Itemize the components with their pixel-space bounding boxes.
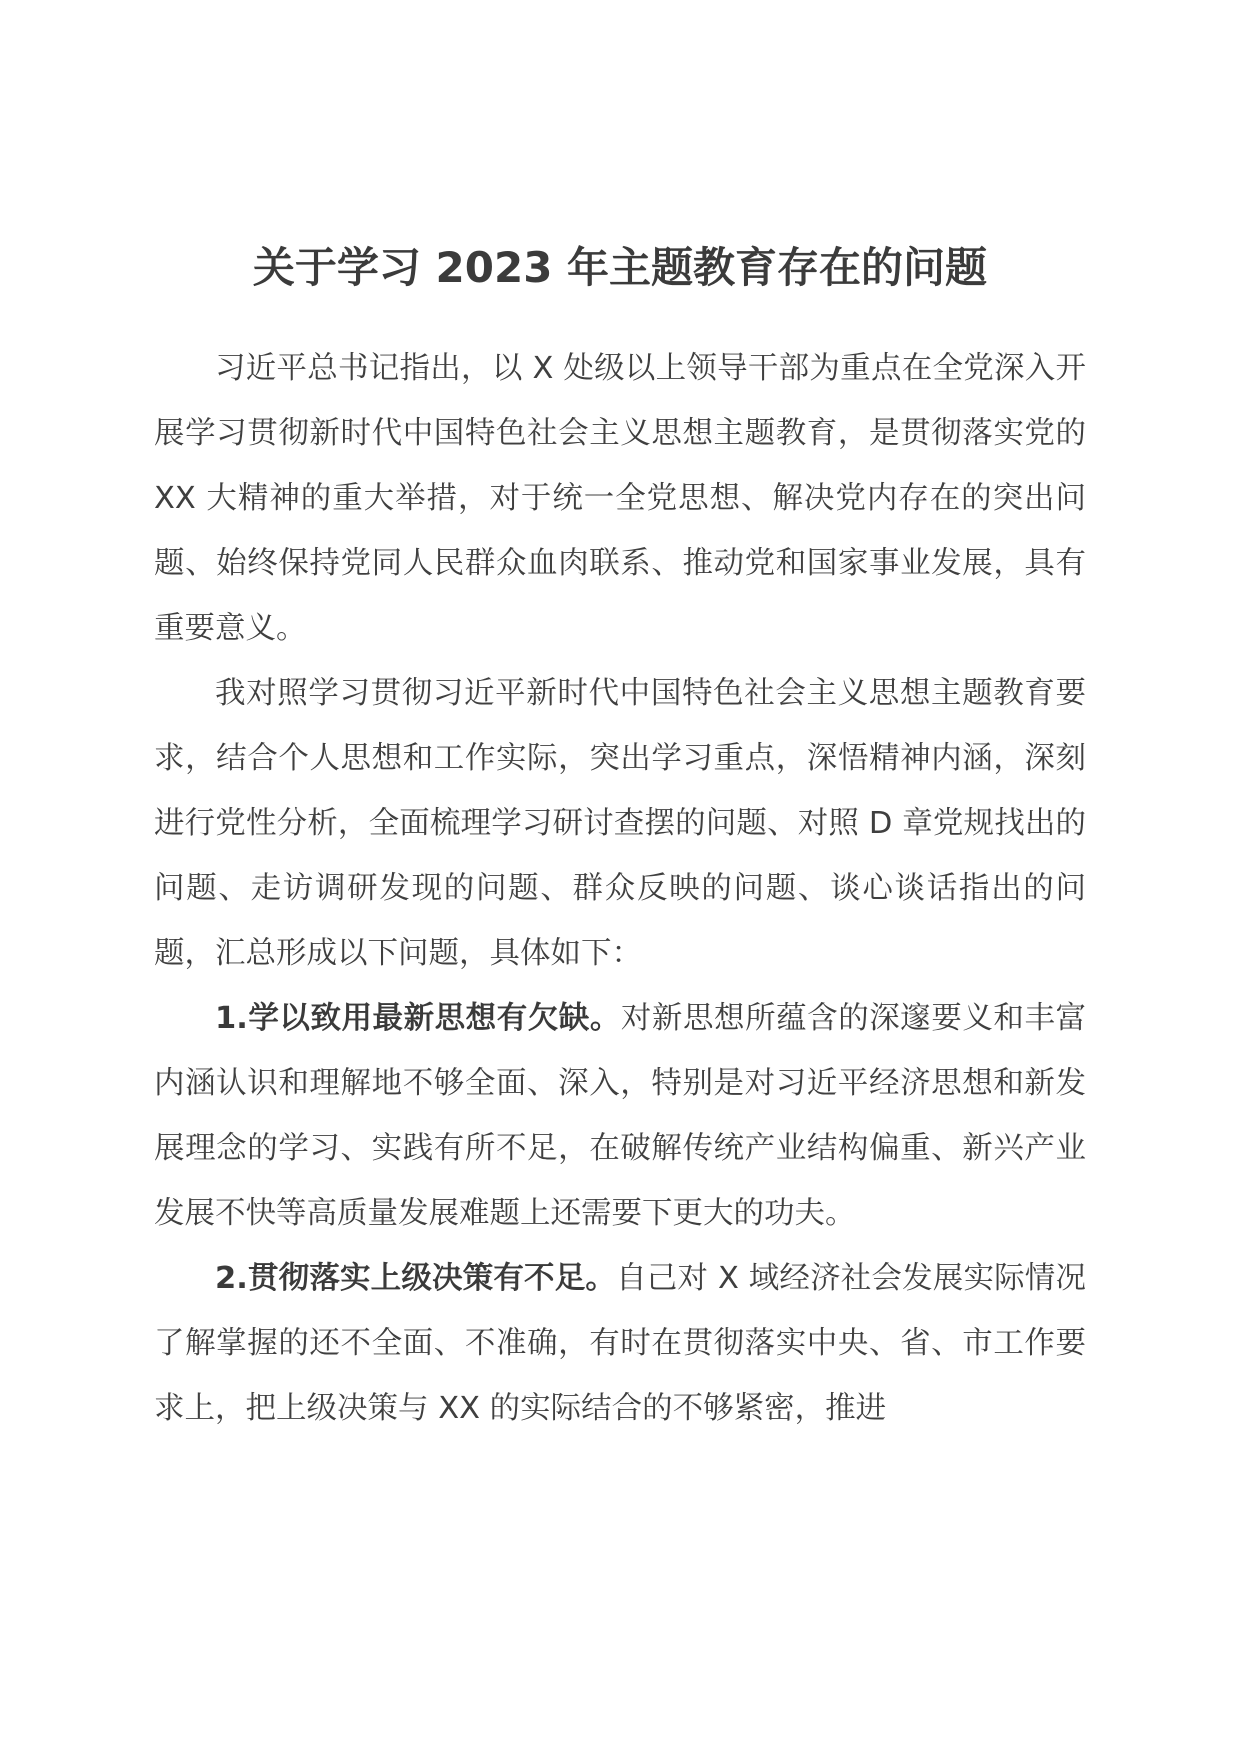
issue-text: 对新思想所蕴含的深邃要义和丰富内涵认识和理解地不够全面、深入，特别是对习近平经济思想和新发展理念的学习、实践有所不足，在破解传统产业结构偏重、新兴产业发展不快等高质量发展难题上还需要下更大的功夫。 — [154, 1001, 1087, 1231]
issue-text: 自己对 X 域经济社会发展实际情况了解掌握的还不全面、不准确，有时在贯彻落实中央、省、市工作要求上，把上级决策与 XX 的实际结合的不够紧密，推进 — [154, 1261, 1086, 1426]
issue-heading: 1.学以致用最新思想有欠缺。 — [215, 1001, 621, 1036]
paragraph-text: 我对照学习贯彻习近平新时代中国特色社会主义思想主题教育要求，结合个人思想和工作实际，突出学习重点，深悟精神内涵，深刻进行党性分析，全面梳理学习研讨查摆的问题、对照 D 章党规找出的问题、走访调研发现的问题、群众反映的问题、谈心谈话指出的问题，汇总形成以下问题，具体如下： — [154, 676, 1086, 971]
paragraph-issue-1 — [154, 986, 1086, 1246]
document-title: 关于学习 2023 年主题教育存在的问题 — [252, 243, 988, 292]
paragraph-self-review — [154, 661, 1086, 986]
document-body — [154, 336, 1086, 1441]
paragraph-issue-2 — [154, 1246, 1086, 1441]
issue-heading: 2.贯彻落实上级决策有不足。 — [215, 1261, 617, 1296]
paragraph-text: 习近平总书记指出，以 X 处级以上领导干部为重点在全党深入开展学习贯彻新时代中国特色社会主义思想主题教育，是贯彻落实党的 XX 大精神的重大举措，对于统一全党思想、解决党内存在的突出问题、始终保持党同人民群众血肉联系、推动党和国家事业发展，具有重要意义。 — [154, 351, 1086, 646]
paragraph-intro — [154, 336, 1086, 661]
